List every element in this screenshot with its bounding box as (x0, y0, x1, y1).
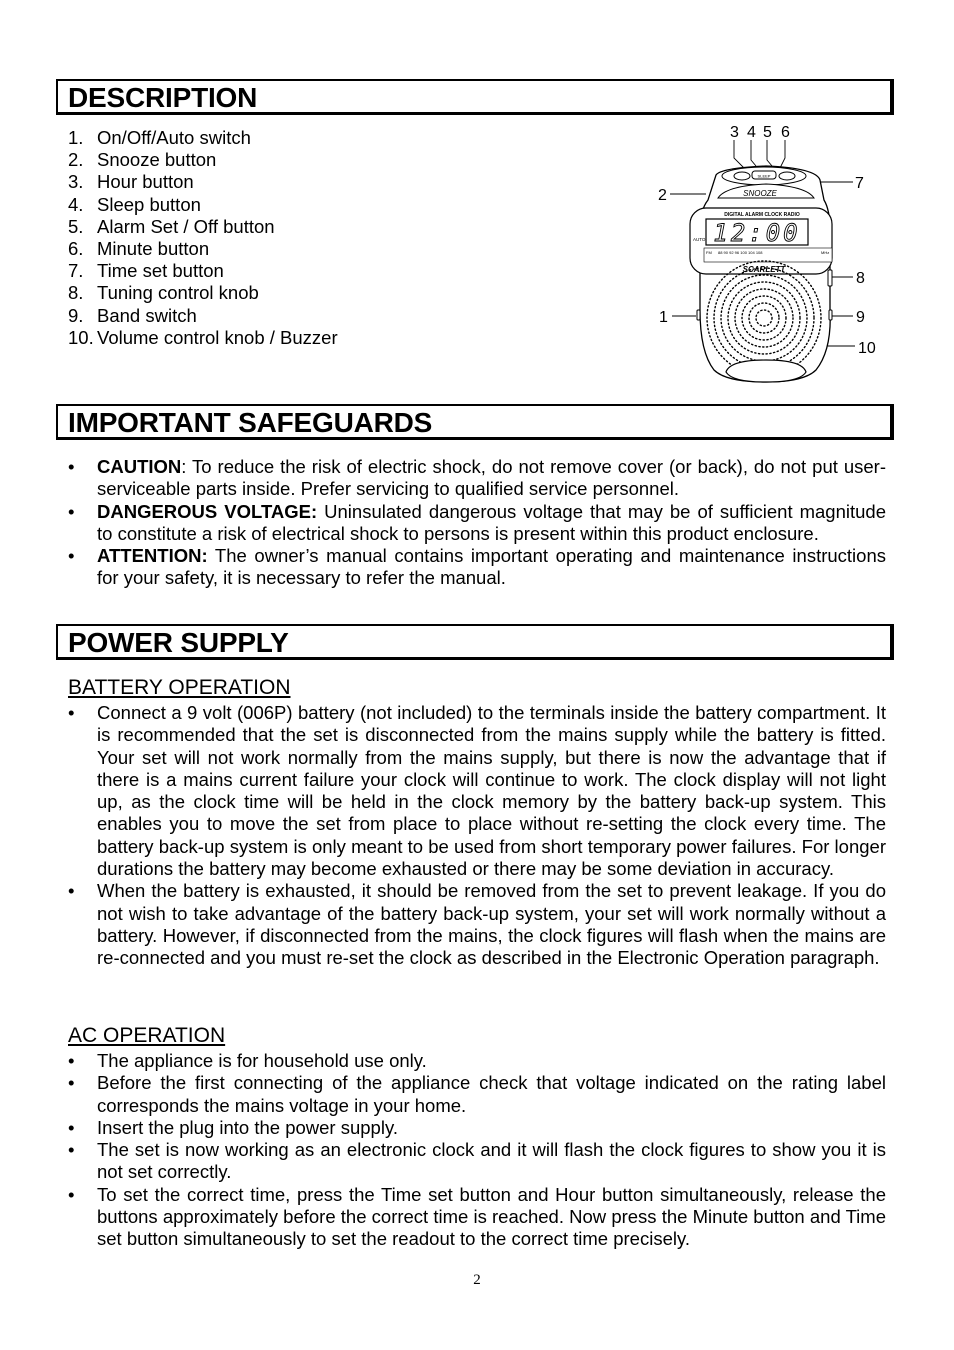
panel-label: DIGITAL ALARM CLOCK RADIO (724, 212, 800, 218)
list-item: 10. Volume control knob / Buzzer (68, 326, 338, 348)
callout-9: 9 (856, 309, 865, 326)
clock-radio-diagram (656, 120, 886, 386)
list-item: 9. Band switch (68, 304, 197, 326)
list-item: 1. On/Off/Auto switch (68, 127, 251, 148)
ac-list (68, 1050, 886, 1251)
sleep-label: SLEEP (757, 173, 771, 179)
ac-operation-subheading: AC OPERATION (68, 1024, 226, 1047)
list-item: • DANGEROUS VOLTAGE: Uninsulated dangerous voltage that may be of sufficient magnitude to constitute a risk of electrical shock to persons is present within this product enclosure. (68, 500, 886, 544)
snooze-label: SNOOZE (743, 189, 777, 198)
list-item: 8. Tuning control knob (68, 282, 259, 304)
bullet-icon: • (68, 545, 75, 567)
safeguards-title: IMPORTANT SAFEGUARDS (68, 407, 433, 438)
callout-10: 10 (858, 340, 876, 357)
freq-scale: 88 90 92 96 100 104 108 (718, 250, 763, 255)
safeguards-header (56, 404, 894, 440)
brand-label: SCARLETT (742, 265, 786, 274)
list-item: • Before the first connecting of the appliance check that voltage indicated on the rating label corresponds the mains voltage in your home. (68, 1072, 886, 1116)
list-item: • ATTENTION: The owner’s manual contains important operating and maintenance instructions for your safety, it is necessary to refer the manual. (68, 545, 886, 589)
description-title: DESCRIPTION (68, 82, 258, 113)
list-item: 7. Time set button (68, 260, 224, 282)
list-item: 4. Sleep button (68, 193, 201, 215)
auto-label: AUTO (693, 237, 706, 242)
callout-1: 1 (659, 309, 668, 326)
bullet-icon: • (68, 1116, 75, 1138)
power-supply-title: POWER SUPPLY (68, 627, 289, 658)
bullet-icon: • (68, 1050, 75, 1071)
page-number: 2 (473, 1272, 481, 1288)
description-list (68, 127, 338, 349)
bullet-icon: • (68, 456, 75, 477)
description-header (56, 79, 894, 115)
callout-3: 3 (730, 124, 739, 141)
list-item: 5. Alarm Set / Off button (68, 215, 275, 237)
callout-7: 7 (855, 175, 864, 192)
list-item: 3. Hour button (68, 171, 194, 193)
list-item: • To set the correct time, press the Time set button and Hour button simultaneously, release the buttons approximately before the correct time is reached. Now press the Minute button and Time set button simultaneously to set the readout to the correct time precisely. (68, 1183, 886, 1250)
bullet-icon: • (68, 500, 75, 522)
mhz-label: MHz (821, 250, 830, 255)
bullet-icon: • (68, 880, 75, 902)
list-item: • Connect a 9 volt (006P) battery (not included) to the terminals inside the battery compartment. It is recommended that the set is disconnected from the mains supply while the battery is fitted. Your set will not work normally from the mains supply, but there is now the advantage that if there is a mains current failure your clock will continue to work. The clock display will not light up, as the clock time will be held in the clock memory by the battery back-up system. This enables you to move the set from place to place without re-setting the clock every time. The battery back-up system is only meant to be used from short temporary power failures. For longer durations the battery may become exhausted or there may be some deviation in accuracy. (68, 702, 886, 880)
battery-list (68, 702, 886, 970)
list-item: • The appliance is for household use only. (68, 1050, 427, 1071)
list-item: • Insert the plug into the power supply. (68, 1116, 398, 1138)
callout-8: 8 (856, 270, 865, 287)
bullet-icon: • (68, 1072, 75, 1094)
power-supply-header (56, 624, 894, 660)
callout-4: 4 (747, 124, 756, 141)
list-item: • The set is now working as an electronic clock and it will flash the clock figures to show you it is not set correctly. (68, 1139, 886, 1183)
bullet-icon: • (68, 1183, 75, 1205)
callout-5: 5 (763, 124, 772, 141)
bullet-icon: • (68, 1139, 75, 1161)
battery-operation-subheading: BATTERY OPERATION (68, 676, 291, 699)
safeguards-list (68, 456, 886, 590)
callout-6: 6 (781, 124, 790, 141)
clock-display: 12:00 (713, 219, 801, 247)
fm-label: FM (706, 250, 712, 255)
list-item: 2. Snooze button (68, 149, 217, 171)
bullet-icon: • (68, 702, 75, 723)
list-item: • CAUTION: To reduce the risk of electric shock, do not remove cover (or back), do not put user-serviceable parts inside. Prefer servicing to qualified service personnel. (68, 456, 886, 500)
list-item: • When the battery is exhausted, it should be removed from the set to prevent leakage. If you do not wish to take advantage of the battery back-up system, your set will work normally without a battery. However, if disconnected from the mains, the clock figures will flash when the mains are re-connected and you must re-set the clock as described in the Electronic Operation paragraph. (68, 880, 886, 969)
list-item: 6. Minute button (68, 238, 210, 260)
callout-2: 2 (658, 187, 667, 204)
